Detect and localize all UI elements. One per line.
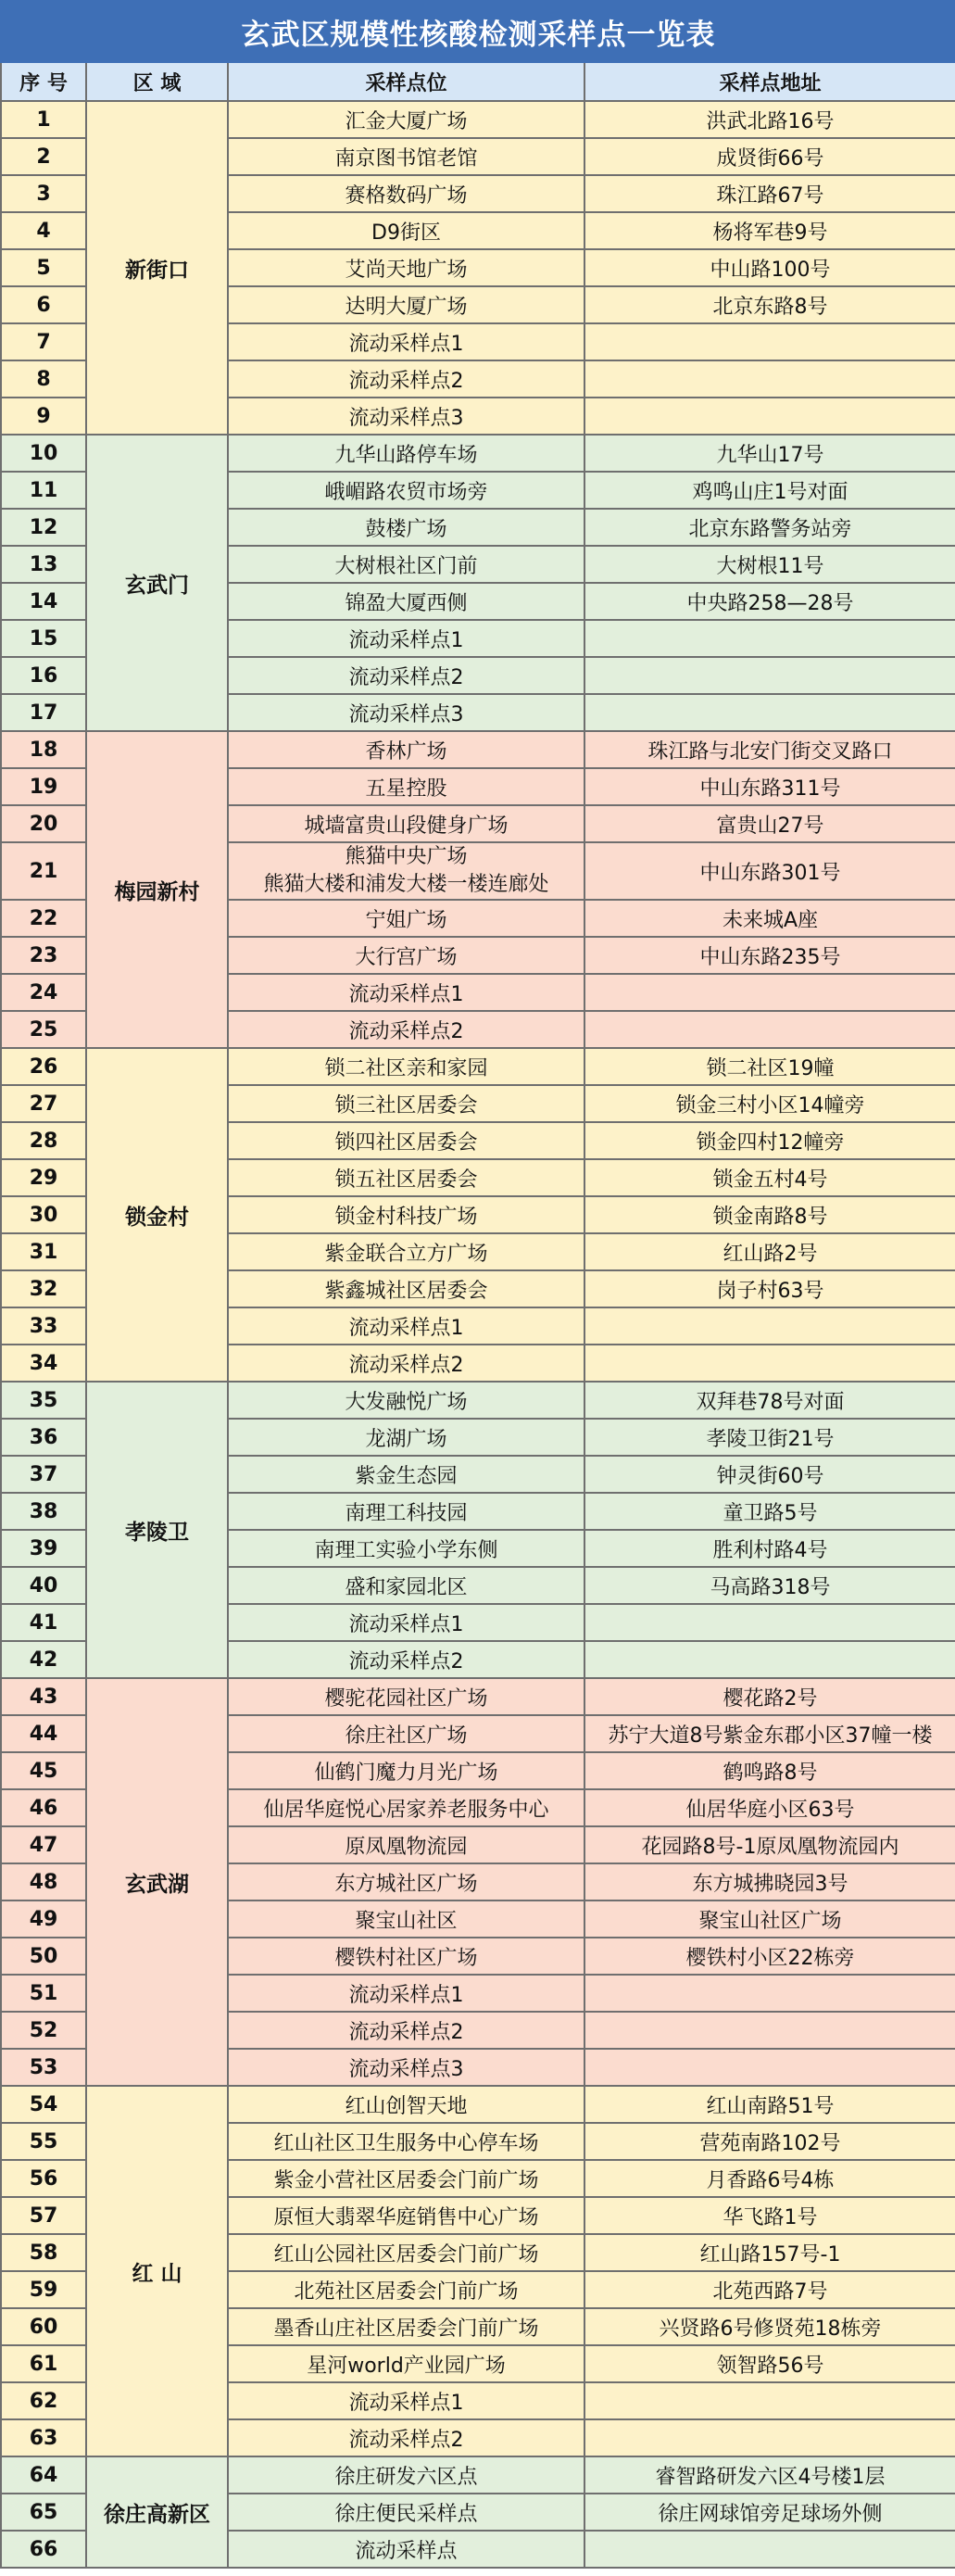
address-cell: 苏宁大道8号紫金东郡小区37幢一楼 (584, 1715, 955, 1752)
row-number: 57 (1, 2197, 86, 2234)
table-row (1, 2456, 955, 2494)
row-number: 40 (1, 1567, 86, 1604)
row-number: 39 (1, 1530, 86, 1567)
address-cell: 胜利村路4号 (584, 1530, 955, 1567)
address-cell (584, 1011, 955, 1048)
site-cell: 南理工科技园 (228, 1493, 584, 1530)
site-cell: 红山社区卫生服务中心停车场 (228, 2123, 584, 2160)
site-cell: 聚宝山社区 (228, 1900, 584, 1938)
row-number: 55 (1, 2123, 86, 2160)
site-cell: 流动采样点2 (228, 1641, 584, 1678)
row-number: 2 (1, 138, 86, 175)
row-number: 20 (1, 805, 86, 842)
site-cell: 熊猫中央广场 熊猫大楼和浦发大楼一楼连廊处 (228, 842, 584, 900)
row-number: 51 (1, 1975, 86, 2012)
row-number: 31 (1, 1233, 86, 1270)
row-number: 66 (1, 2531, 86, 2568)
site-cell: 樱铁村社区广场 (228, 1938, 584, 1975)
site-cell: 仙鹤门魔力月光广场 (228, 1752, 584, 1789)
address-cell: 锁金南路8号 (584, 1196, 955, 1233)
address-cell: 成贤街66号 (584, 138, 955, 175)
table-row (1, 1382, 955, 1419)
address-cell: 中山东路311号 (584, 768, 955, 805)
site-cell: 流动采样点3 (228, 694, 584, 731)
row-number: 14 (1, 583, 86, 620)
site-cell: 艾尚天地广场 (228, 249, 584, 286)
table-row (1, 435, 955, 472)
district-cell: 玄武湖 (86, 1678, 228, 2086)
site-cell: 大行宫广场 (228, 937, 584, 974)
site-cell: 南京图书馆老馆 (228, 138, 584, 175)
address-cell: 北京东路8号 (584, 286, 955, 323)
header-address: 采样点地址 (584, 62, 955, 101)
address-cell (584, 1604, 955, 1641)
site-cell: 九华山路停车场 (228, 435, 584, 472)
row-number: 45 (1, 1752, 86, 1789)
site-cell: 鼓楼广场 (228, 509, 584, 546)
row-number: 28 (1, 1122, 86, 1159)
address-cell: 东方城拂晓园3号 (584, 1863, 955, 1900)
address-cell: 富贵山27号 (584, 805, 955, 842)
district-cell: 锁金村 (86, 1048, 228, 1382)
site-cell: 流动采样点1 (228, 1975, 584, 2012)
header-site: 采样点位 (228, 62, 584, 101)
site-cell: 南理工实验小学东侧 (228, 1530, 584, 1567)
row-number: 49 (1, 1900, 86, 1938)
address-cell: 红山路157号-1 (584, 2234, 955, 2271)
address-cell: 中山路100号 (584, 249, 955, 286)
address-cell: 锁金四村12幢旁 (584, 1122, 955, 1159)
address-cell (584, 398, 955, 435)
row-number: 37 (1, 1456, 86, 1493)
row-number: 30 (1, 1196, 86, 1233)
row-number: 43 (1, 1678, 86, 1715)
address-cell: 大树根11号 (584, 546, 955, 583)
site-cell: 紫金生态园 (228, 1456, 584, 1493)
table-row (1, 1678, 955, 1715)
site-cell: 原凤凰物流园 (228, 1826, 584, 1863)
row-number: 15 (1, 620, 86, 657)
row-number: 64 (1, 2456, 86, 2494)
address-cell (584, 323, 955, 360)
site-cell: 墨香山庄社区居委会门前广场 (228, 2308, 584, 2345)
address-cell: 未来城A座 (584, 900, 955, 937)
address-cell: 鸡鸣山庄1号对面 (584, 472, 955, 509)
row-number: 52 (1, 2012, 86, 2049)
site-cell: 达明大厦广场 (228, 286, 584, 323)
address-cell: 仙居华庭小区63号 (584, 1789, 955, 1826)
site-cell: 流动采样点1 (228, 323, 584, 360)
district-cell: 徐庄高新区 (86, 2456, 228, 2568)
table-row (1, 101, 955, 138)
address-cell: 睿智路研发六区4号楼1层 (584, 2456, 955, 2494)
site-cell: 徐庄便民采样点 (228, 2494, 584, 2531)
row-number: 18 (1, 731, 86, 768)
address-cell (584, 1975, 955, 2012)
row-number: 6 (1, 286, 86, 323)
address-cell: 岗子村63号 (584, 1270, 955, 1307)
row-number: 48 (1, 1863, 86, 1900)
address-cell: 双拜巷78号对面 (584, 1382, 955, 1419)
row-number: 36 (1, 1419, 86, 1456)
row-number: 17 (1, 694, 86, 731)
site-cell: 紫鑫城社区居委会 (228, 1270, 584, 1307)
site-cell: 红山公园社区居委会门前广场 (228, 2234, 584, 2271)
site-cell: 流动采样点1 (228, 1604, 584, 1641)
site-cell: 流动采样点1 (228, 974, 584, 1011)
address-cell (584, 694, 955, 731)
site-cell: D9街区 (228, 212, 584, 249)
site-cell: 流动采样点2 (228, 1011, 584, 1048)
site-cell: 樱驼花园社区广场 (228, 1678, 584, 1715)
address-cell (584, 2419, 955, 2456)
row-number: 60 (1, 2308, 86, 2345)
row-number: 46 (1, 1789, 86, 1826)
address-cell: 童卫路5号 (584, 1493, 955, 1530)
site-cell: 徐庄研发六区点 (228, 2456, 584, 2494)
site-cell: 盛和家园北区 (228, 1567, 584, 1604)
row-number: 11 (1, 472, 86, 509)
row-number: 8 (1, 360, 86, 398)
address-cell: 北苑西路7号 (584, 2271, 955, 2308)
site-cell: 流动采样点2 (228, 1345, 584, 1382)
site-cell: 锁三社区居委会 (228, 1085, 584, 1122)
row-number: 42 (1, 1641, 86, 1678)
row-number: 9 (1, 398, 86, 435)
address-cell: 花园路8号-1原凤凰物流园内 (584, 1826, 955, 1863)
address-cell: 中山东路301号 (584, 842, 955, 900)
row-number: 12 (1, 509, 86, 546)
site-cell: 锦盈大厦西侧 (228, 583, 584, 620)
table-body (1, 101, 955, 2568)
row-number: 63 (1, 2419, 86, 2456)
address-cell (584, 360, 955, 398)
address-cell: 锁金五村4号 (584, 1159, 955, 1196)
address-cell: 北京东路警务站旁 (584, 509, 955, 546)
site-cell: 流动采样点1 (228, 1307, 584, 1345)
address-cell: 洪武北路16号 (584, 101, 955, 138)
row-number: 19 (1, 768, 86, 805)
row-number: 16 (1, 657, 86, 694)
row-number: 56 (1, 2160, 86, 2197)
site-cell: 城墙富贵山段健身广场 (228, 805, 584, 842)
district-cell: 红 山 (86, 2086, 228, 2456)
site-cell: 原恒大翡翠华庭销售中心广场 (228, 2197, 584, 2234)
address-cell: 樱铁村小区22栋旁 (584, 1938, 955, 1975)
address-cell: 聚宝山社区广场 (584, 1900, 955, 1938)
address-cell (584, 2531, 955, 2568)
address-cell: 杨将军巷9号 (584, 212, 955, 249)
row-number: 58 (1, 2234, 86, 2271)
row-number: 61 (1, 2345, 86, 2382)
row-number: 59 (1, 2271, 86, 2308)
site-cell: 锁二社区亲和家园 (228, 1048, 584, 1085)
site-cell: 流动采样点2 (228, 2419, 584, 2456)
address-cell: 中央路258—28号 (584, 583, 955, 620)
site-cell: 锁四社区居委会 (228, 1122, 584, 1159)
site-cell: 大发融悦广场 (228, 1382, 584, 1419)
row-number: 21 (1, 842, 86, 900)
site-cell: 流动采样点1 (228, 620, 584, 657)
address-cell: 钟灵街60号 (584, 1456, 955, 1493)
site-cell: 紫金联合立方广场 (228, 1233, 584, 1270)
address-cell (584, 1345, 955, 1382)
address-cell: 红山南路51号 (584, 2086, 955, 2123)
address-cell (584, 2012, 955, 2049)
address-cell (584, 1641, 955, 1678)
row-number: 32 (1, 1270, 86, 1307)
address-cell: 马高路318号 (584, 1567, 955, 1604)
district-cell: 新街口 (86, 101, 228, 435)
address-cell (584, 657, 955, 694)
address-cell: 月香路6号4栋 (584, 2160, 955, 2197)
address-cell: 珠江路67号 (584, 175, 955, 212)
site-cell: 流动采样点3 (228, 2049, 584, 2086)
row-number: 22 (1, 900, 86, 937)
site-cell: 北苑社区居委会门前广场 (228, 2271, 584, 2308)
row-number: 35 (1, 1382, 86, 1419)
site-cell: 宁姐广场 (228, 900, 584, 937)
header-area: 区 域 (86, 62, 228, 101)
address-cell: 锁二社区19幢 (584, 1048, 955, 1085)
row-number: 54 (1, 2086, 86, 2123)
site-cell: 流动采样点2 (228, 360, 584, 398)
site-cell: 流动采样点2 (228, 657, 584, 694)
address-cell (584, 974, 955, 1011)
row-number: 7 (1, 323, 86, 360)
address-cell: 中山东路235号 (584, 937, 955, 974)
site-cell: 星河world产业园广场 (228, 2345, 584, 2382)
address-cell (584, 1307, 955, 1345)
site-cell: 流动采样点2 (228, 2012, 584, 2049)
address-cell: 孝陵卫街21号 (584, 1419, 955, 1456)
site-cell: 锁金村科技广场 (228, 1196, 584, 1233)
row-number: 38 (1, 1493, 86, 1530)
site-cell: 五星控股 (228, 768, 584, 805)
address-cell: 兴贤路6号修贤苑18栋旁 (584, 2308, 955, 2345)
address-cell: 樱花路2号 (584, 1678, 955, 1715)
address-cell: 领智路56号 (584, 2345, 955, 2382)
address-cell: 徐庄网球馆旁足球场外侧 (584, 2494, 955, 2531)
row-number: 44 (1, 1715, 86, 1752)
address-cell: 鹤鸣路8号 (584, 1752, 955, 1789)
site-cell: 汇金大厦广场 (228, 101, 584, 138)
row-number: 26 (1, 1048, 86, 1085)
site-cell: 流动采样点3 (228, 398, 584, 435)
row-number: 62 (1, 2382, 86, 2419)
row-number: 41 (1, 1604, 86, 1641)
row-number: 65 (1, 2494, 86, 2531)
site-cell: 龙湖广场 (228, 1419, 584, 1456)
address-cell (584, 620, 955, 657)
row-number: 10 (1, 435, 86, 472)
address-cell: 营苑南路102号 (584, 2123, 955, 2160)
row-number: 24 (1, 974, 86, 1011)
address-cell: 华飞路1号 (584, 2197, 955, 2234)
site-cell: 峨嵋路农贸市场旁 (228, 472, 584, 509)
site-cell: 流动采样点 (228, 2531, 584, 2568)
site-cell: 流动采样点1 (228, 2382, 584, 2419)
address-cell (584, 2382, 955, 2419)
site-cell: 赛格数码广场 (228, 175, 584, 212)
table-row (1, 731, 955, 768)
header-seq: 序 号 (1, 62, 86, 101)
row-number: 5 (1, 249, 86, 286)
site-cell: 紫金小营社区居委会门前广场 (228, 2160, 584, 2197)
address-cell (584, 2049, 955, 2086)
site-cell: 锁五社区居委会 (228, 1159, 584, 1196)
address-cell: 九华山17号 (584, 435, 955, 472)
row-number: 25 (1, 1011, 86, 1048)
table-row (1, 1048, 955, 1085)
site-cell: 仙居华庭悦心居家养老服务中心 (228, 1789, 584, 1826)
district-cell: 玄武门 (86, 435, 228, 731)
site-cell: 大树根社区门前 (228, 546, 584, 583)
row-number: 13 (1, 546, 86, 583)
row-number: 47 (1, 1826, 86, 1863)
row-number: 50 (1, 1938, 86, 1975)
address-cell: 红山路2号 (584, 1233, 955, 1270)
table-title: 玄武区规模性核酸检测采样点一览表 (1, 1, 955, 62)
address-cell: 锁金三村小区14幢旁 (584, 1085, 955, 1122)
site-cell: 徐庄社区广场 (228, 1715, 584, 1752)
row-number: 33 (1, 1307, 86, 1345)
site-cell: 东方城社区广场 (228, 1863, 584, 1900)
address-cell: 珠江路与北安门街交叉路口 (584, 731, 955, 768)
row-number: 23 (1, 937, 86, 974)
district-cell: 梅园新村 (86, 731, 228, 1048)
row-number: 53 (1, 2049, 86, 2086)
district-cell: 孝陵卫 (86, 1382, 228, 1678)
row-number: 27 (1, 1085, 86, 1122)
row-number: 34 (1, 1345, 86, 1382)
row-number: 3 (1, 175, 86, 212)
site-cell: 红山创智天地 (228, 2086, 584, 2123)
table-row (1, 2086, 955, 2123)
site-cell: 香林广场 (228, 731, 584, 768)
row-number: 29 (1, 1159, 86, 1196)
row-number: 4 (1, 212, 86, 249)
row-number: 1 (1, 101, 86, 138)
